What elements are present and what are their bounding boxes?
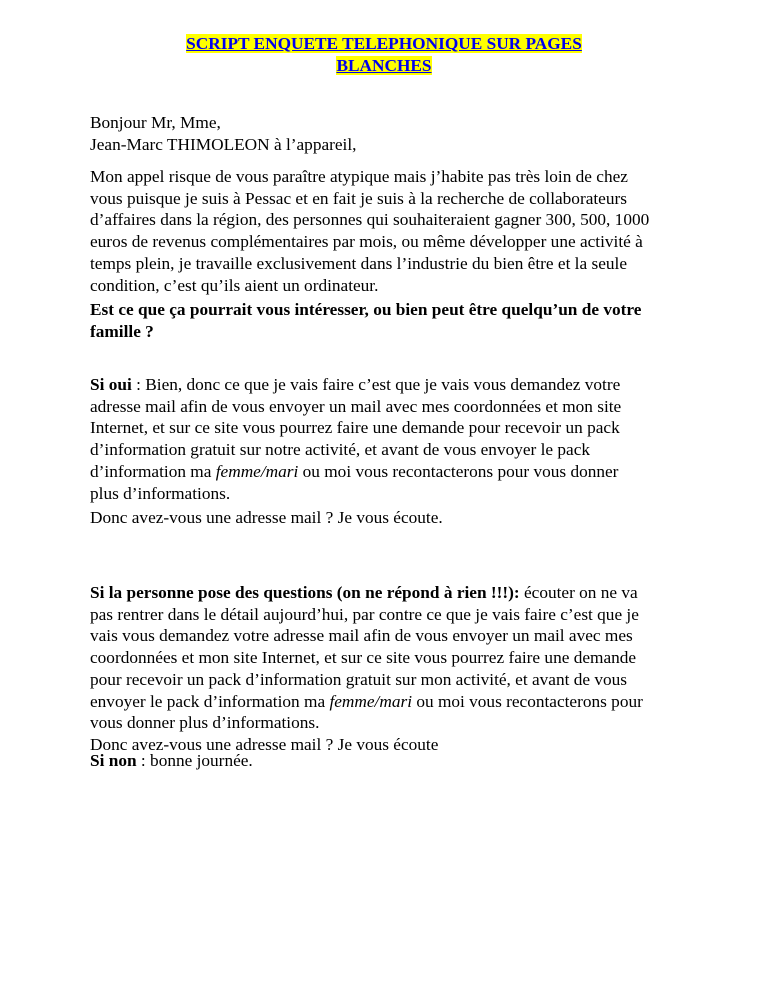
si-questions-ask-line: Donc avez-vous une adresse mail ? Je vous écoute <box>90 734 439 754</box>
si-oui-section <box>90 374 680 504</box>
si-oui-line-5-italic: femme/mari <box>215 461 299 481</box>
question-line-1: Est ce que ça pourrait vous intéresser, ou bien peut être quelqu’un de votre <box>90 300 642 319</box>
si-questions-line-6-pre: envoyer le pack d’information ma <box>90 691 330 711</box>
si-oui-label: Si oui <box>90 375 132 394</box>
si-oui-line-5-pre: d’information ma <box>90 461 216 481</box>
si-oui-ask-line: Donc avez-vous une adresse mail ? Je vous écoute. <box>90 508 443 527</box>
si-questions-line-6 <box>90 691 680 713</box>
si-non-line <box>90 750 680 772</box>
si-oui-line-5-post: ou moi vous recontacterons pour vous donner <box>298 461 619 481</box>
question-line-2: famille ? <box>90 321 154 341</box>
intro-line: Mon appel risque de vous paraître atypique mais j’habite pas très loin de chez <box>90 167 628 186</box>
si-questions-line-1-text: écouter on ne va <box>519 583 638 602</box>
intro-paragraph <box>90 166 680 296</box>
si-oui-line-1 <box>90 374 680 396</box>
intro-line: d’affaires dans la région, des personnes qui souhaiteraient gagner 300, 500, 1000 <box>90 210 650 230</box>
si-non-label: Si non <box>90 751 137 770</box>
key-question <box>90 299 680 342</box>
si-oui-line: d’information gratuit sur notre activité, et avant de vous envoyer le pack <box>90 440 591 460</box>
si-non-text: : bonne journée. <box>136 751 253 770</box>
si-questions-label: Si la personne pose des questions (on ne répond à rien !!!): <box>90 583 520 602</box>
si-oui-line-1-text: : Bien, donc ce que je vais faire c’est que je vais vous demandez votre <box>131 375 621 394</box>
si-questions-line-6-post: ou moi vous recontacterons pour <box>412 691 643 711</box>
si-questions-line-6-italic: femme/mari <box>329 691 413 711</box>
si-oui-line: adresse mail afin de vous envoyer un mail avec mes coordonnées et mon site <box>90 396 622 416</box>
greeting-line-1: Bonjour Mr, Mme, <box>90 113 221 132</box>
si-oui-ask <box>90 507 680 529</box>
page-title <box>90 33 678 76</box>
si-questions-line: pas rentrer dans le détail aujourd’hui, par contre ce que je vais faire c’est que je <box>90 604 639 624</box>
si-questions-line: vais vous demandez votre adresse mail afin de vous envoyer un mail avec mes <box>90 626 633 646</box>
si-oui-line: Internet, et sur ce site vous pourrez faire une demande pour recevoir un pack <box>90 418 620 438</box>
si-questions-line-1 <box>90 582 680 604</box>
si-questions-line-7: vous donner plus d’informations. <box>90 713 320 733</box>
intro-line: condition, c’est qu’ils aient un ordinateur. <box>90 275 379 295</box>
title-line-1: SCRIPT ENQUETE TELEPHONIQUE SUR PAGES <box>186 34 582 53</box>
intro-line: euros de revenus complémentaires par mois, ou même développer une activité à <box>90 232 643 252</box>
greeting <box>90 112 680 155</box>
si-questions-section <box>90 582 680 756</box>
si-questions-line: pour recevoir un pack d’information gratuit sur mon activité, et avant de vous <box>90 669 627 689</box>
si-oui-line-5 <box>90 461 680 483</box>
si-oui-line-6: plus d’informations. <box>90 483 231 503</box>
si-non-section <box>90 750 680 772</box>
greeting-line-2: Jean-Marc THIMOLEON à l’appareil, <box>90 134 357 154</box>
intro-line: temps plein, je travaille exclusivement dans l’industrie du bien être et la seule <box>90 253 627 273</box>
intro-line: vous puisque je suis à Pessac et en fait je suis à la recherche de collaborateurs <box>90 188 627 208</box>
si-questions-line: coordonnées et mon site Internet, et sur ce site vous pourrez faire une demande <box>90 648 637 668</box>
title-line-2: BLANCHES <box>336 55 432 75</box>
